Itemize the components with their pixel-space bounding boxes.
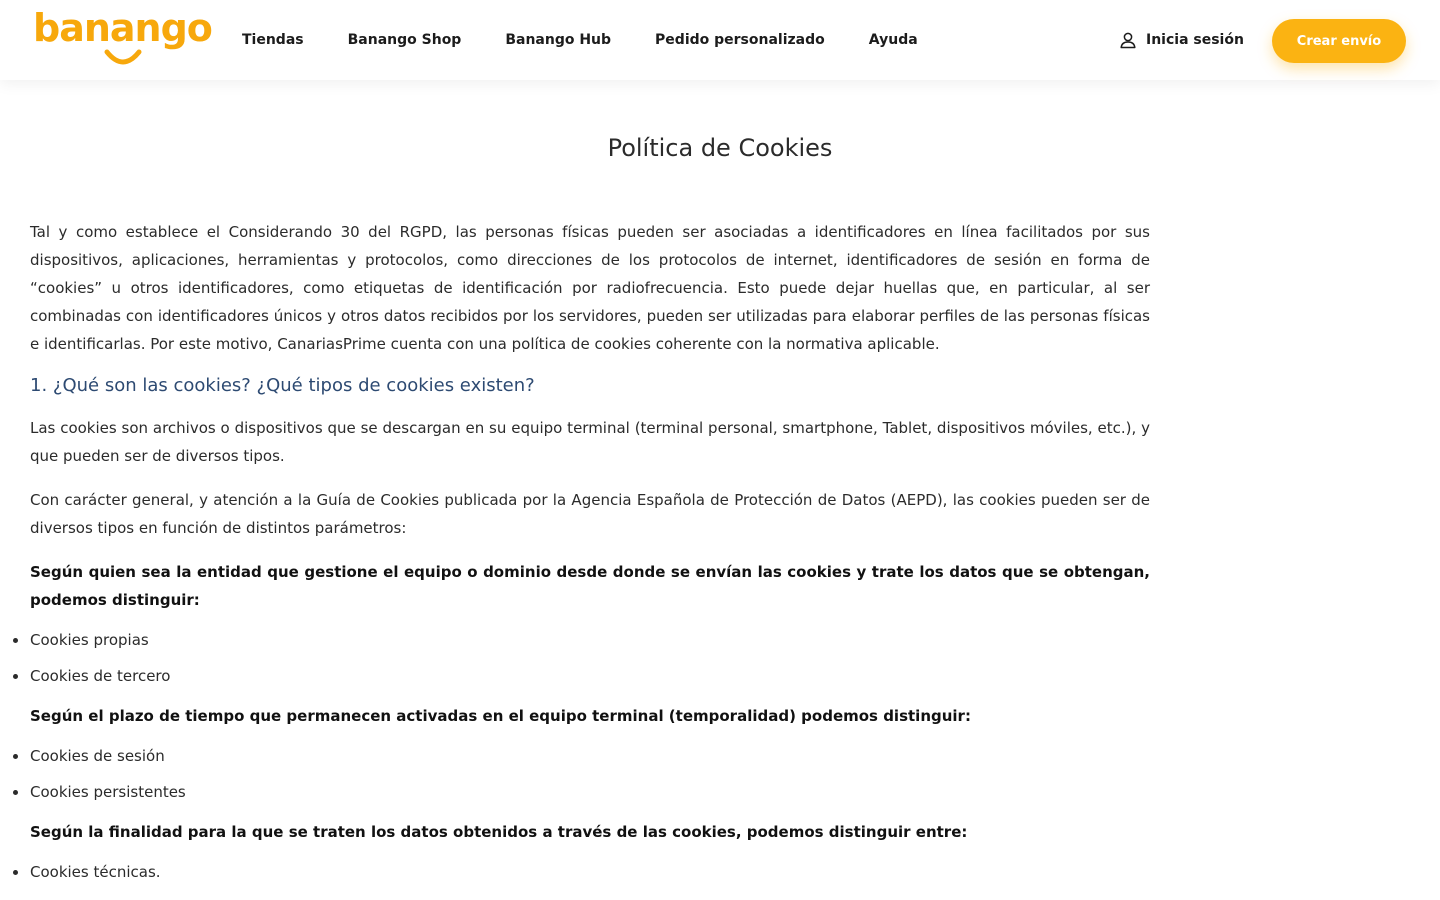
list-item: Cookies técnicas. — [30, 862, 1150, 882]
list-item: Cookies propias — [30, 630, 1150, 650]
banango-logo[interactable] — [33, 6, 212, 72]
intro-paragraph: Tal y como establece el Considerando 30 del RGPD, las personas físicas pueden ser asociadas a identificadores en línea facilitados por sus dispositivos, aplicaciones, herramientas y protocolos, como direcciones de los protocolos de internet, identificadores de sesión en forma de “cookies” u otros identificadores, como etiquetas de identificación por radiofrecuencia. Esto puede dejar huellas que, en particular, al ser combinadas con identificadores únicos y otros datos recibidos por los servidores, pueden ser utilizadas para elaborar perfiles de las personas físicas e identificarlas. Por este motivo, CanariasPrime cuenta con una política de cookies coherente con la normativa aplicable. — [30, 223, 1150, 353]
login-label: Inicia sesión — [1146, 32, 1244, 48]
list-item: Cookies persistentes — [30, 782, 1150, 802]
page-title: Política de Cookies — [607, 134, 833, 162]
create-shipment-button[interactable]: Crear envío — [1272, 19, 1406, 63]
group-heading: Según el plazo de tiempo que permanecen activadas en el equipo terminal (temporalidad) podemos distinguir: — [30, 707, 971, 725]
site-header — [0, 0, 1440, 80]
cookie-type-list — [30, 746, 1150, 802]
list-item: Cookies de tercero — [30, 666, 1150, 686]
nav-link-banango-shop[interactable]: Banango Shop — [347, 32, 462, 48]
login-link[interactable] — [1119, 30, 1244, 50]
section-paragraph: Con carácter general, y atención a la Guía de Cookies publicada por la Agencia Española de Protección de Datos (AEPD), las cookies pueden ser de diversos tipos en función de distintos parámetros: — [30, 491, 1150, 537]
nav-link-pedido-personalizado[interactable]: Pedido personalizado — [655, 32, 825, 48]
logo-wordmark: banango — [33, 6, 212, 50]
policy-body — [30, 218, 1150, 898]
group-heading: Según la finalidad para la que se traten los datos obtenidos a través de las cookies, podemos distinguir entre: — [30, 823, 968, 841]
cookie-type-list — [30, 862, 1150, 882]
list-item: Cookies de sesión — [30, 746, 1150, 766]
section-heading: 1. ¿Qué son las cookies? ¿Qué tipos de cookies existen? — [30, 375, 535, 396]
user-icon — [1119, 31, 1137, 49]
nav-link-ayuda[interactable]: Ayuda — [868, 32, 918, 48]
main-nav — [242, 0, 962, 80]
section-paragraph: Las cookies son archivos o dispositivos que se descargan en su equipo terminal (terminal personal, smartphone, Tablet, dispositivos móviles, etc.), y que pueden ser de diversos tipos. — [30, 419, 1150, 465]
cookie-type-list — [30, 630, 1150, 686]
smile-icon — [103, 48, 143, 70]
group-heading: Según quien sea la entidad que gestione el equipo o dominio desde donde se envían las cookies y trate los datos que se obtengan, podemos distinguir: — [30, 563, 1150, 609]
nav-link-tiendas[interactable]: Tiendas — [242, 32, 304, 48]
nav-link-banango-hub[interactable]: Banango Hub — [505, 32, 612, 48]
